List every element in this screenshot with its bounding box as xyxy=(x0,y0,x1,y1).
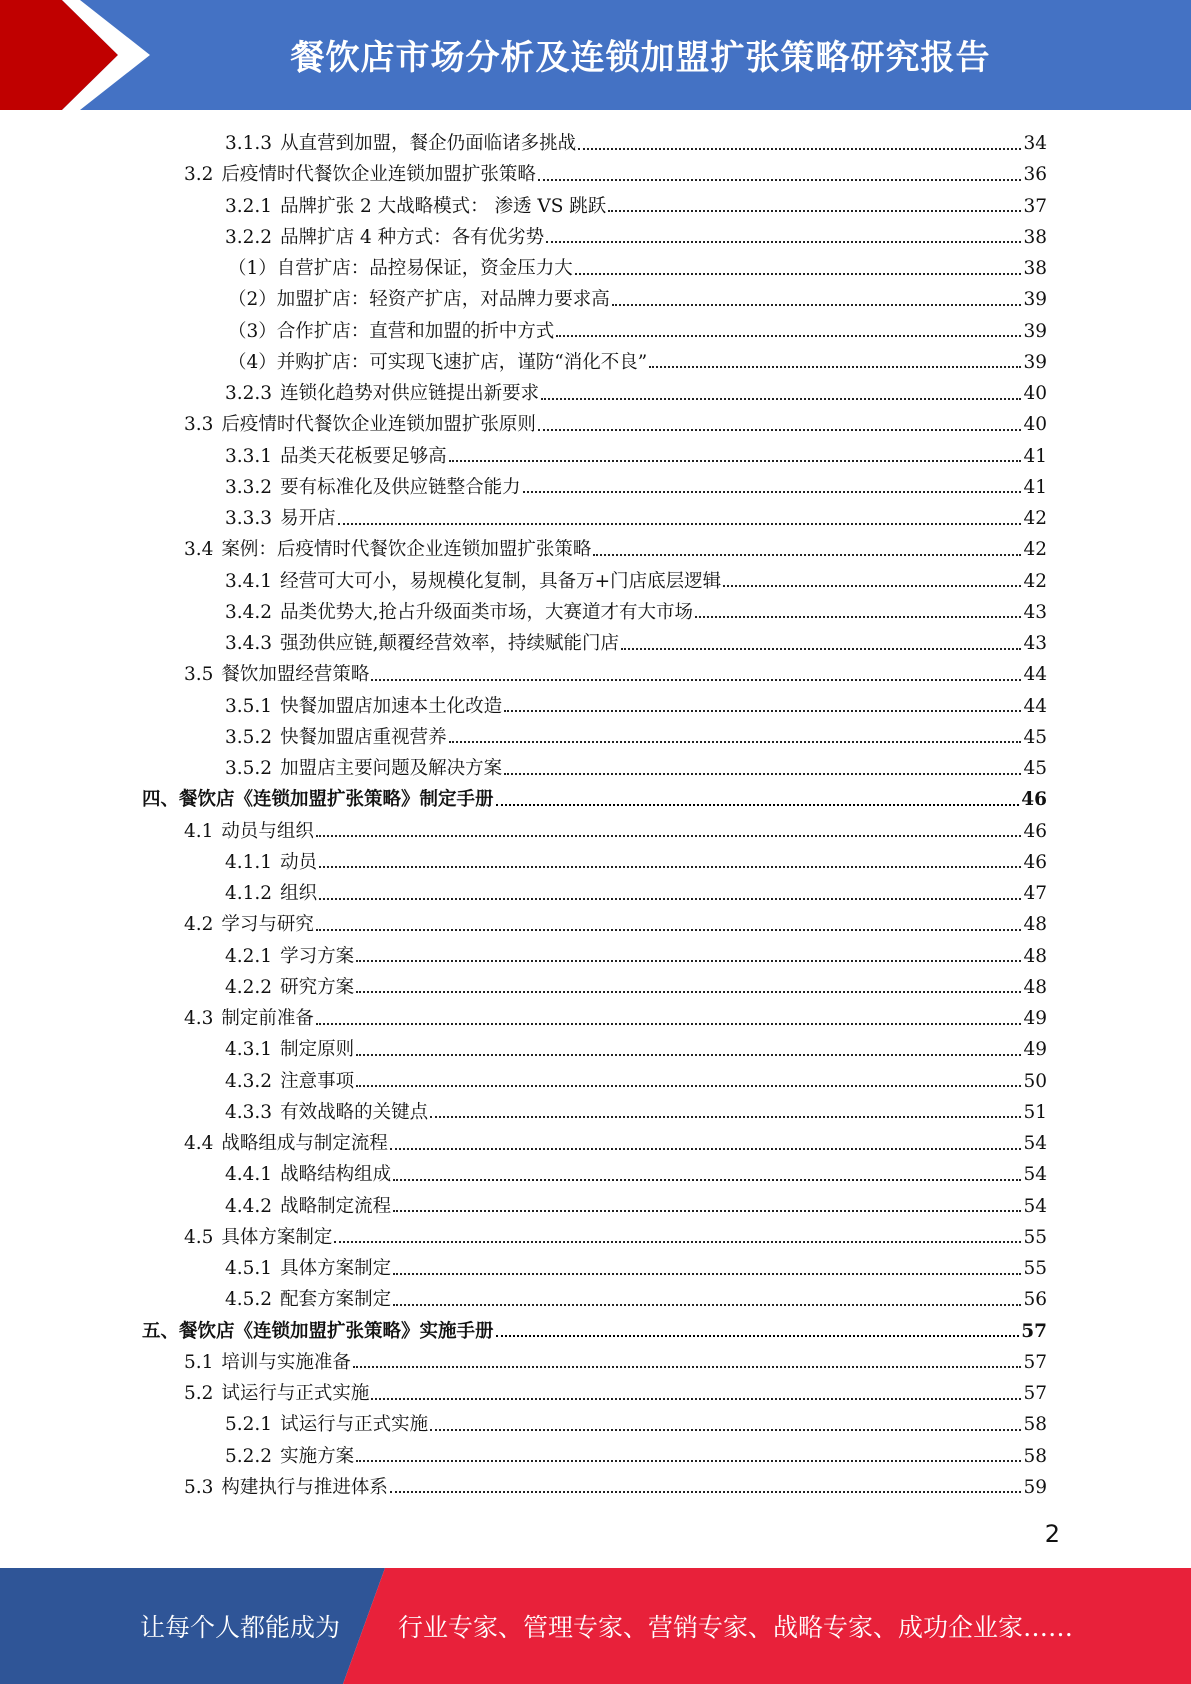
toc-entry-page: 56 xyxy=(1023,1289,1047,1311)
toc-entry-page: 37 xyxy=(1023,195,1047,217)
toc-entry-page: 55 xyxy=(1023,1258,1047,1279)
toc-entry-number: 4.2 xyxy=(184,914,214,936)
toc-entry-title: 品类天花板要足够高 xyxy=(280,445,447,467)
toc-entry-number: 5.1 xyxy=(184,1351,214,1373)
toc-entry[interactable] xyxy=(225,628,1047,659)
toc-entry[interactable] xyxy=(184,659,1047,690)
toc-entry[interactable] xyxy=(225,222,1047,253)
toc-entry-title: 有效战略的关键点 xyxy=(280,1101,429,1123)
toc-dot-leader xyxy=(353,1366,1022,1368)
toc-entry-page: 54 xyxy=(1023,1133,1047,1154)
toc-entry-page: 45 xyxy=(1023,726,1047,748)
toc-entry[interactable] xyxy=(225,1409,1047,1440)
toc-entry-title: 易开店 xyxy=(280,508,336,529)
toc-entry-page: 57 xyxy=(1023,1383,1047,1404)
toc-dot-leader xyxy=(538,429,1022,431)
toc-entry-number: 3.2 xyxy=(184,164,214,186)
toc-dot-leader xyxy=(621,648,1021,650)
toc-dot-leader xyxy=(538,179,1022,181)
toc-entry-number: 3.2.3 xyxy=(225,383,273,404)
toc-entry[interactable] xyxy=(228,284,1047,315)
toc-entry-number: 3.5 xyxy=(184,664,214,686)
toc-entry-title: 强劲供应链,颠覆经营效率，持续赋能门店 xyxy=(280,633,619,654)
toc-entry-page: 41 xyxy=(1023,476,1047,498)
toc-entry-title: 案例：后疫情时代餐饮企业连锁加盟扩张策略 xyxy=(221,539,592,561)
toc-entry-page: 58 xyxy=(1023,1445,1047,1467)
toc-entry-number: 3.3 xyxy=(184,414,214,436)
toc-dot-leader xyxy=(393,1179,1021,1181)
toc-entry-number: 5.3 xyxy=(184,1476,214,1498)
toc-entry-number: 5.2.2 xyxy=(225,1445,273,1467)
toc-entry-page: 58 xyxy=(1023,1414,1047,1436)
toc-entry[interactable] xyxy=(225,128,1047,159)
toc-entry[interactable] xyxy=(184,409,1047,440)
toc-entry[interactable] xyxy=(184,816,1047,847)
toc-dot-leader xyxy=(393,1273,1021,1275)
toc-entry[interactable] xyxy=(225,1097,1047,1128)
toc-entry[interactable] xyxy=(225,941,1047,972)
toc-entry-number: （1） xyxy=(228,258,277,279)
toc-entry-title: 动员 xyxy=(280,851,318,873)
toc-entry[interactable] xyxy=(225,722,1047,753)
toc-entry-page: 46 xyxy=(1023,820,1047,842)
toc-entry-number: 5.2 xyxy=(184,1383,214,1404)
toc-dot-leader xyxy=(523,491,1022,493)
toc-dot-leader xyxy=(319,866,1021,868)
toc-entry-title: 战略制定流程 xyxy=(280,1195,392,1217)
toc-entry-page: 47 xyxy=(1023,883,1047,904)
toc-entry[interactable] xyxy=(184,534,1047,565)
toc-entry-title: 餐饮加盟经营策略 xyxy=(221,664,370,686)
toc-entry-title: 制定前准备 xyxy=(221,1008,314,1029)
toc-entry-page: 48 xyxy=(1023,976,1047,998)
toc-entry-number: 4.4.1 xyxy=(225,1164,273,1186)
toc-entry-number: 3.4.2 xyxy=(225,601,273,623)
toc-entry-title: 要有标准化及供应链整合能力 xyxy=(280,476,521,498)
toc-dot-leader xyxy=(356,1460,1021,1462)
toc-dot-leader xyxy=(556,335,1021,337)
toc-dot-leader xyxy=(546,241,1021,243)
toc-entry-page: 39 xyxy=(1023,289,1047,311)
toc-entry-number: （4） xyxy=(228,351,277,373)
toc-entry-number: 3.4.1 xyxy=(225,570,273,592)
toc-entry[interactable] xyxy=(184,1003,1047,1034)
toc-entry-number: 3.4.3 xyxy=(225,633,273,654)
toc-entry[interactable] xyxy=(225,1191,1047,1222)
toc-entry[interactable] xyxy=(225,1159,1047,1190)
toc-entry-title: 学习与研究 xyxy=(221,914,314,936)
toc-entry-title: 研究方案 xyxy=(280,976,355,998)
toc-dot-leader xyxy=(504,773,1021,775)
toc-entry-title: 具体方案制定 xyxy=(280,1258,392,1279)
toc-entry[interactable] xyxy=(225,503,1047,534)
toc-entry-title: 试运行与正式实施 xyxy=(221,1383,370,1404)
toc-entry[interactable] xyxy=(184,1222,1047,1253)
toc-entry-number: 3.5.2 xyxy=(225,758,273,779)
toc-entry-page: 42 xyxy=(1023,539,1047,561)
toc-entry[interactable] xyxy=(225,1441,1047,1472)
toc-entry[interactable] xyxy=(184,1128,1047,1159)
toc-entry-title: 配套方案制定 xyxy=(280,1289,392,1311)
toc-entry-page: 49 xyxy=(1023,1039,1047,1061)
toc-entry-number: （3） xyxy=(228,320,277,342)
toc-entry[interactable] xyxy=(225,566,1047,597)
toc-entry[interactable] xyxy=(184,1472,1047,1503)
toc-entry-page: 48 xyxy=(1023,914,1047,936)
toc-entry-title: 快餐加盟店加速本土化改造 xyxy=(280,695,503,717)
toc-dot-leader xyxy=(356,960,1021,962)
toc-entry[interactable] xyxy=(225,972,1047,1003)
toc-dot-leader xyxy=(371,679,1021,681)
toc-entry-number: 4.3.1 xyxy=(225,1039,273,1061)
toc-entry-title: 学习方案 xyxy=(280,945,355,967)
toc-entry-title: 后疫情时代餐饮企业连锁加盟扩张原则 xyxy=(221,414,536,436)
toc-entry-number: 3.2.2 xyxy=(225,226,273,248)
toc-entry[interactable] xyxy=(184,1378,1047,1409)
toc-entry[interactable] xyxy=(142,784,1047,815)
toc-entry-number: 4.5.2 xyxy=(225,1289,273,1311)
toc-entry-title: 战略结构组成 xyxy=(280,1164,392,1186)
toc-entry[interactable] xyxy=(225,878,1047,909)
toc-entry-number: 3.3.1 xyxy=(225,445,273,467)
toc-entry-title: 制定原则 xyxy=(280,1039,355,1061)
page-footer xyxy=(0,1568,1191,1684)
toc-entry-title: 合作扩店：直营和加盟的折中方式 xyxy=(276,320,555,342)
toc-dot-leader xyxy=(430,1429,1021,1431)
toc-entry-page: 43 xyxy=(1023,633,1047,654)
toc-entry[interactable] xyxy=(225,1284,1047,1315)
toc-entry[interactable] xyxy=(225,472,1047,503)
toc-entry-page: 40 xyxy=(1023,414,1047,436)
toc-entry[interactable] xyxy=(228,316,1047,347)
toc-dot-leader xyxy=(430,1116,1021,1118)
toc-dot-leader xyxy=(338,523,1022,525)
toc-dot-leader xyxy=(334,1241,1021,1243)
toc-entry-title: 餐饮店《连锁加盟扩张策略》制定手册 xyxy=(179,789,494,811)
toc-entry-number: 3.4 xyxy=(184,539,214,561)
toc-entry-number: 3.5.2 xyxy=(225,726,273,748)
toc-dot-leader xyxy=(608,210,1021,212)
toc-entry-number: 4.5.1 xyxy=(225,1258,273,1279)
toc-entry-number: 3.2.1 xyxy=(225,195,273,217)
toc-entry-page: 38 xyxy=(1023,258,1047,279)
toc-entry-number: 4.1.2 xyxy=(225,883,273,904)
page-number: 2 xyxy=(1044,1520,1060,1548)
toc-entry-title: 加盟扩店：轻资产扩店，对品牌力要求高 xyxy=(276,289,610,311)
toc-entry-number: 4.1 xyxy=(184,820,214,842)
toc-entry-page: 54 xyxy=(1023,1164,1047,1186)
toc-entry-title: 连锁化趋势对供应链提出新要求 xyxy=(280,383,540,404)
toc-entry-page: 44 xyxy=(1023,695,1047,717)
toc-entry-page: 46 xyxy=(1021,789,1047,811)
toc-entry[interactable] xyxy=(225,1034,1047,1065)
toc-entry-page: 46 xyxy=(1023,851,1047,873)
toc-entry-title: 品牌扩张 2 大战略模式： 渗透 VS 跳跃 xyxy=(280,195,607,217)
toc-entry-page: 42 xyxy=(1023,508,1047,529)
toc-entry-page: 49 xyxy=(1023,1008,1047,1029)
toc-entry-page: 40 xyxy=(1023,383,1047,404)
toc-entry-title: 品类优势大,抢占升级面类市场，大赛道才有大市场 xyxy=(280,601,693,623)
toc-entry-number: 4.2.1 xyxy=(225,945,273,967)
toc-entry-number: 5.2.1 xyxy=(225,1414,273,1436)
toc-entry-page: 54 xyxy=(1023,1195,1047,1217)
toc-dot-leader xyxy=(449,460,1022,462)
toc-entry-number: 3.3.2 xyxy=(225,476,273,498)
toc-entry-number: （2） xyxy=(228,289,277,311)
toc-dot-leader xyxy=(575,273,1022,275)
toc-dot-leader xyxy=(649,366,1021,368)
toc-entry-page: 50 xyxy=(1023,1070,1047,1092)
toc-dot-leader xyxy=(316,1023,1022,1025)
toc-entry-page: 51 xyxy=(1023,1101,1047,1123)
toc-entry-page: 48 xyxy=(1023,945,1047,967)
toc-entry-title: 构建执行与推进体系 xyxy=(221,1476,388,1498)
toc-entry-title: 培训与实施准备 xyxy=(221,1351,351,1373)
toc-entry[interactable] xyxy=(184,909,1047,940)
toc-dot-leader xyxy=(496,1335,1020,1337)
toc-dot-leader xyxy=(316,835,1022,837)
toc-entry[interactable] xyxy=(225,753,1047,784)
toc-entry-number: 3.5.1 xyxy=(225,695,273,717)
toc-entry-title: 从直营到加盟，餐企仍面临诸多挑战 xyxy=(280,133,577,154)
toc-entry-number: 3.1.3 xyxy=(225,133,273,154)
page-header xyxy=(0,0,1191,110)
toc-dot-leader xyxy=(356,1054,1021,1056)
toc-dot-leader xyxy=(496,804,1020,806)
toc-entry-title: 实施方案 xyxy=(280,1445,355,1467)
toc-entry-number: 4.5 xyxy=(184,1226,214,1248)
toc-entry-number: 4.3.2 xyxy=(225,1070,273,1092)
toc-dot-leader xyxy=(393,1210,1021,1212)
toc-entry[interactable] xyxy=(225,1066,1047,1097)
toc-entry[interactable] xyxy=(228,253,1047,284)
toc-entry-number: 四、 xyxy=(142,789,180,811)
toc-dot-leader xyxy=(723,585,1021,587)
toc-dot-leader xyxy=(356,991,1021,993)
toc-entry-number: 4.3 xyxy=(184,1008,214,1029)
toc-entry-title: 动员与组织 xyxy=(221,820,314,842)
toc-dot-leader xyxy=(541,398,1021,400)
toc-entry-title: 快餐加盟店重视营养 xyxy=(280,726,447,748)
toc-entry-page: 45 xyxy=(1023,758,1047,779)
toc-entry-number: 4.4 xyxy=(184,1133,214,1154)
toc-dot-leader xyxy=(316,929,1022,931)
toc-entry-page: 43 xyxy=(1023,601,1047,623)
toc-dot-leader xyxy=(390,1491,1022,1493)
footer-slogan-right: 行业专家、管理专家、营销专家、战略专家、成功企业家…… xyxy=(398,1613,1074,1642)
toc-dot-leader xyxy=(612,304,1022,306)
toc-entry-page: 42 xyxy=(1023,570,1047,592)
toc-entry-number: 4.2.2 xyxy=(225,976,273,998)
toc-dot-leader xyxy=(371,1398,1021,1400)
toc-entry-page: 38 xyxy=(1023,226,1047,248)
toc-entry[interactable] xyxy=(225,441,1047,472)
toc-entry-page: 44 xyxy=(1023,664,1047,686)
toc-entry-number: 五、 xyxy=(142,1320,180,1342)
toc-entry[interactable] xyxy=(225,1253,1047,1284)
toc-entry-title: 注意事项 xyxy=(280,1070,355,1092)
toc-dot-leader xyxy=(356,1085,1021,1087)
toc-entry[interactable] xyxy=(225,691,1047,722)
toc-entry-number: 3.3.3 xyxy=(225,508,273,529)
toc-entry-page: 39 xyxy=(1023,351,1047,373)
toc-entry-number: 4.1.1 xyxy=(225,851,273,873)
toc-dot-leader xyxy=(390,1148,1022,1150)
toc-entry-title: 并购扩店：可实现飞速扩店，谨防“消化不良” xyxy=(276,351,648,373)
toc-entry[interactable] xyxy=(228,347,1047,378)
toc-dot-leader xyxy=(449,741,1022,743)
toc-entry[interactable] xyxy=(225,597,1047,628)
toc-entry-page: 57 xyxy=(1021,1320,1047,1342)
toc-entry-title: 加盟店主要问题及解决方案 xyxy=(280,758,503,779)
toc-dot-leader xyxy=(393,1304,1021,1306)
toc-dot-leader xyxy=(593,554,1021,556)
toc-entry-page: 41 xyxy=(1023,445,1047,467)
document-title: 餐饮店市场分析及连锁加盟扩张策略研究报告 xyxy=(290,37,991,78)
toc-entry-number: 4.4.2 xyxy=(225,1195,273,1217)
toc-entry-page: 59 xyxy=(1023,1476,1047,1498)
toc-entry-title: 自营扩店：品控易保证，资金压力大 xyxy=(276,258,573,279)
toc-entry-page: 36 xyxy=(1023,164,1047,186)
toc-entry-title: 后疫情时代餐饮企业连锁加盟扩张策略 xyxy=(221,164,536,186)
toc-entry-page: 34 xyxy=(1023,133,1047,154)
toc-entry[interactable] xyxy=(225,191,1047,222)
toc-dot-leader xyxy=(319,898,1021,900)
toc-dot-leader xyxy=(695,616,1021,618)
toc-dot-leader xyxy=(578,148,1021,150)
toc-entry-page: 55 xyxy=(1023,1226,1047,1248)
toc-entry[interactable] xyxy=(184,1347,1047,1378)
toc-entry-title: 试运行与正式实施 xyxy=(280,1414,429,1436)
footer-slogan-left: 让每个人都能成为 xyxy=(140,1613,341,1642)
toc-dot-leader xyxy=(504,710,1021,712)
toc-entry[interactable] xyxy=(225,378,1047,409)
toc-entry-title: 具体方案制定 xyxy=(221,1226,333,1248)
toc-entry-number: 4.3.3 xyxy=(225,1101,273,1123)
toc-entry-title: 经营可大可小，易规模化复制，具备万+门店底层逻辑 xyxy=(280,570,722,592)
toc-entry[interactable] xyxy=(142,1316,1047,1347)
toc-entry[interactable] xyxy=(225,847,1047,878)
toc-entry[interactable] xyxy=(184,159,1047,190)
toc-entry-page: 57 xyxy=(1023,1351,1047,1373)
toc-entry-page: 39 xyxy=(1023,320,1047,342)
toc-entry-title: 组织 xyxy=(280,883,318,904)
toc-entry-title: 战略组成与制定流程 xyxy=(221,1133,388,1154)
toc-entry-title: 品牌扩店 4 种方式：各有优劣势 xyxy=(280,226,545,248)
toc-entry-title: 餐饮店《连锁加盟扩张策略》实施手册 xyxy=(179,1320,494,1342)
